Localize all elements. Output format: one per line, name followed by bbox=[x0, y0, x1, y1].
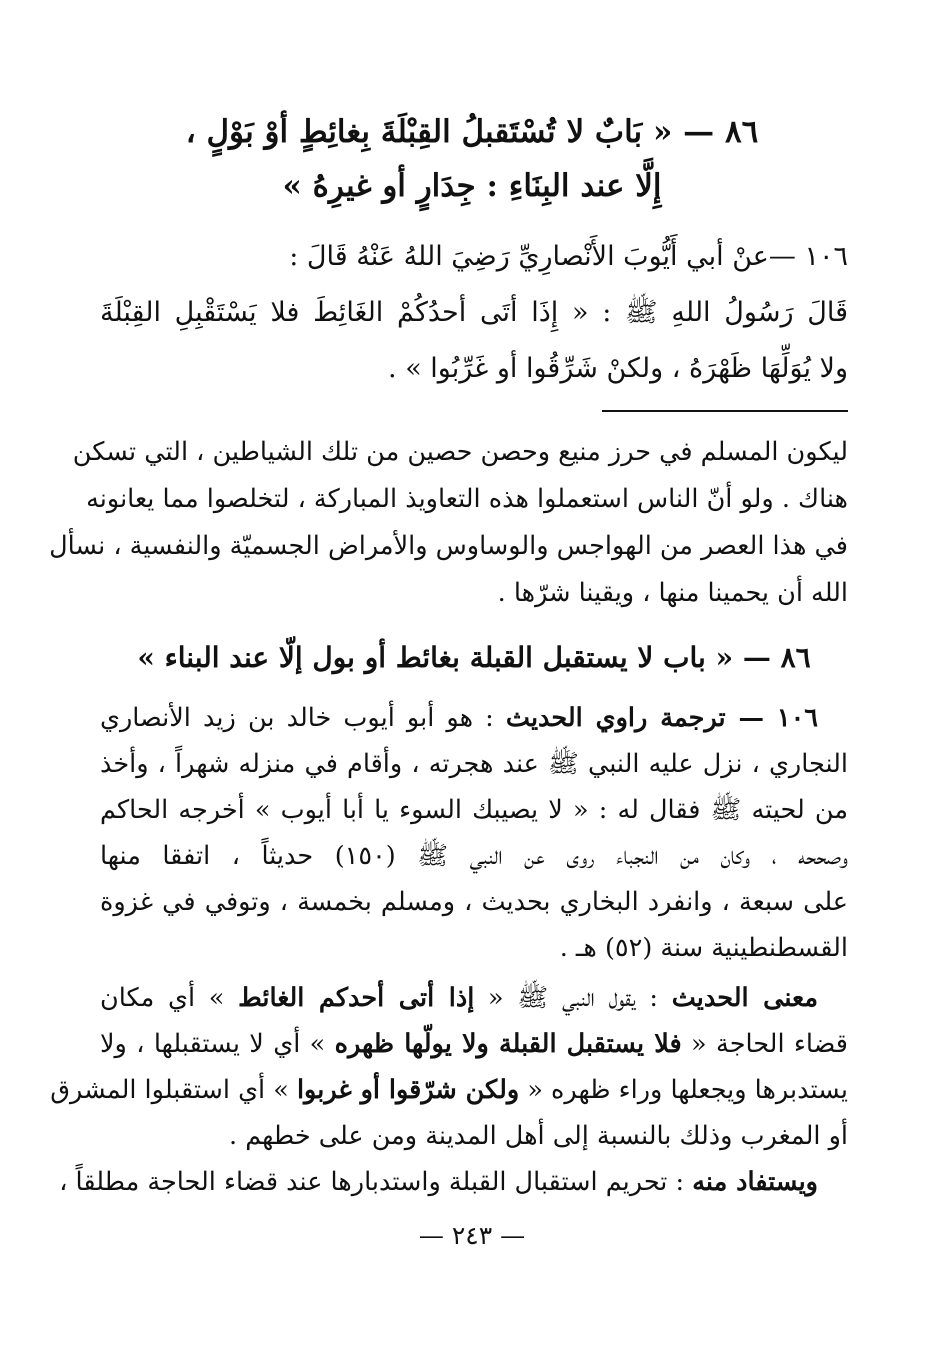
hadith-matn-line1: قَالَ رَسُولُ اللهِ ﷺ : « إِذَا أتَى أحدُكُمْ الغَائِطَ فلا يَسْتَقْبِلِ القِبْلَةَ bbox=[100, 297, 848, 328]
narrator-label: ١٠٦ — ترجمة راوي الحديث bbox=[505, 703, 818, 733]
meaning-text: » أي مكان bbox=[100, 983, 239, 1013]
narrator-line-1 bbox=[100, 698, 818, 738]
meaning-quote: ولكن شرّقوا أو غربوا bbox=[296, 1075, 520, 1105]
meaning-text: قضاء الحاجة « bbox=[681, 1029, 848, 1059]
hadith-matn-line2: ولا يُوَلِّهَا ظَهْرَهُ ، ولكنْ شَرِّقُوا أو غَرِّبُوا » . bbox=[388, 353, 848, 384]
chapter-heading-line1: ٨٦ — « بَابٌ لا تُسْتَقبلُ القِبْلَةَ بِغائِطٍ أوْ بَوْلٍ ، bbox=[185, 114, 759, 150]
hadith-isnad: ١٠٦ —عنْ أبي أَيُّوبَ الأَنْصارِيِّ رَضِيَ اللهُ عَنْهُ قَالَ : bbox=[289, 241, 848, 272]
commentary-line: هناك . ولو أنّ الناس استعملوا هذه التعاويذ المباركة ، لتخلصوا مما يعانونه bbox=[86, 484, 848, 514]
meaning-text: » أي لا يستقبلها ، ولا bbox=[100, 1029, 335, 1059]
benefit-line bbox=[59, 1162, 818, 1202]
meaning-line-4: أو المغرب وذلك بالنسبة إلى أهل المدينة ومن على خطهم . bbox=[228, 1121, 848, 1151]
meaning-label: معنى الحديث bbox=[671, 983, 818, 1013]
narrator-line: النجاري ، نزل عليه النبي ﷺ عند هجرته ، وأقام في منزله شهراً ، وأخذ bbox=[100, 749, 848, 779]
meaning-quote: فلا يستقبل القبلة ولا يولّها ظهره bbox=[334, 1029, 682, 1059]
page-number: — ٢٤٣ — bbox=[418, 1221, 526, 1250]
benefit-label: ويستفاد منه bbox=[692, 1167, 818, 1197]
meaning-line-2 bbox=[100, 1024, 848, 1064]
narrator-line: وصححه ، وكان من النجباء روى عن النبي ﷺ (١٥٠) حديثاً ، اتفقا منها bbox=[100, 841, 848, 871]
section-heading: ٨٦ — « باب لا يستقبل القبلة بغائط أو بول إلّا عند البناء » bbox=[137, 641, 811, 674]
narrator-line: القسطنطينية سنة (٥٢) هـ . bbox=[559, 933, 848, 963]
commentary-line: في هذا العصر من الهواجس والوساوس والأمراض الجسميّة والنفسية ، نسأل bbox=[49, 531, 848, 561]
narrator-line: على سبعة ، وانفرد البخاري بحديث ، ومسلم بخمسة ، وتوفي في غزوة bbox=[100, 887, 848, 917]
commentary-line: ليكون المسلم في حرز منيع وحصن حصين من تلك الشياطين ، التي تسكن bbox=[72, 437, 848, 467]
benefit-text: : تحريم استقبال القبلة واستدبارها عند قضاء الحاجة مطلقاً ، bbox=[59, 1167, 693, 1197]
chapter-heading-line2: إِلَّا عند البِنَاءِ : جِدَارٍ أو غيرِهُ » bbox=[282, 168, 662, 204]
meaning-text: يستدبرها ويجعلها وراء ظهره « bbox=[519, 1075, 848, 1105]
narrator-intro: : هو أبو أيوب خالد بن زيد الأنصاري bbox=[100, 703, 506, 733]
meaning-line-1 bbox=[100, 978, 818, 1018]
meaning-text: : يقول النبي ﷺ « bbox=[474, 983, 672, 1013]
meaning-quote: إذا أتى أحدكم الغائط bbox=[238, 983, 475, 1013]
meaning-text: » أي استقبلوا المشرق bbox=[50, 1075, 297, 1105]
commentary-line: الله أن يحمينا منها ، ويقينا شرّها . bbox=[497, 578, 848, 608]
footnote-divider bbox=[602, 410, 848, 412]
narrator-line: من لحيته ﷺ فقال له : « لا يصيبك السوء يا أبا أيوب » أخرجه الحاكم bbox=[100, 795, 848, 825]
meaning-line-3 bbox=[50, 1070, 848, 1110]
